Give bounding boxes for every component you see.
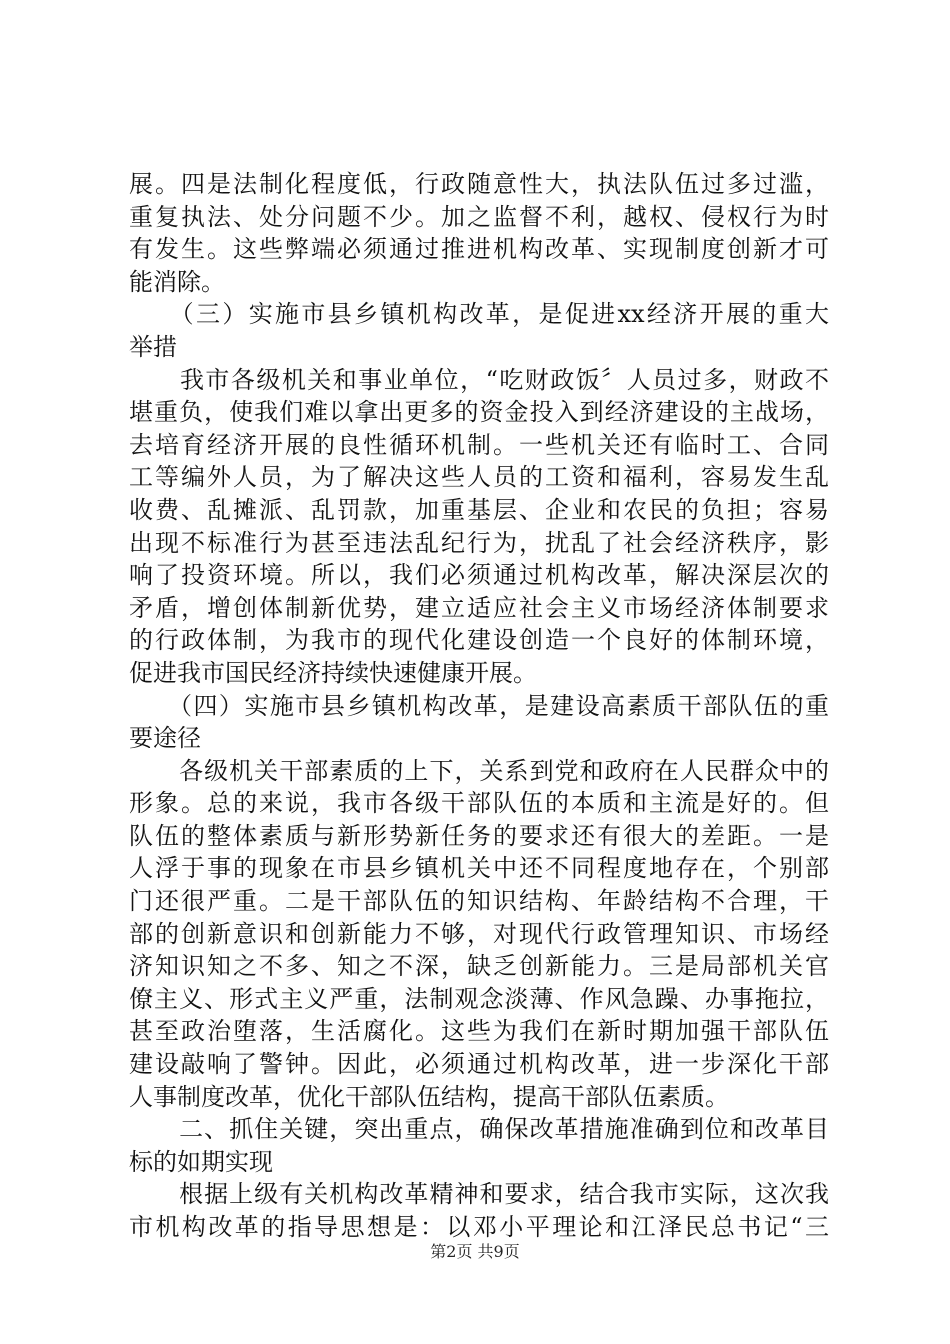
text-line: 僚主义、形式主义严重，法制观念淡薄、作风急躁、办事拖拉， bbox=[129, 984, 829, 1013]
text-line: 形象。总的来说，我市各级干部队伍的本质和主流是好的。但 bbox=[129, 789, 829, 818]
text-line: 人浮于事的现象在市县乡镇机关中还不同程度地存在，个别部 bbox=[129, 854, 829, 883]
text-line: 部的创新意识和创新能力不够，对现代行政管理知识、市场经 bbox=[129, 919, 829, 948]
text-line: （四）实施市县乡镇机构改革，是建设高素质干部队伍的重 bbox=[129, 691, 829, 720]
text-line: 市机构改革的指导思想是：以邓小平理论和江泽民总书记“三 bbox=[129, 1213, 829, 1241]
text-line: 的行政体制，为我市的现代化建设创造一个良好的体制环境， bbox=[129, 626, 829, 655]
text-line: 门还很严重。二是干部队伍的知识结构、年龄结构不合理，干 bbox=[129, 887, 829, 916]
text-line: 人事制度改革，优化干部队伍结构，提高干部队伍素质。 bbox=[129, 1082, 729, 1111]
text-line: 出现不标准行为甚至违法乱纪行为，扰乱了社会经济秩序，影 bbox=[129, 528, 829, 557]
text-line: 标的如期实现 bbox=[129, 1147, 273, 1176]
text-line: 去培育经济开展的良性循环机制。一些机关还有临时工、合同 bbox=[129, 430, 829, 459]
text-line: 能消除。 bbox=[129, 267, 225, 296]
text-line: 要途径 bbox=[129, 724, 201, 753]
text-line: 重复执法、处分问题不少。加之监督不利，越权、侵权行为时 bbox=[129, 202, 829, 231]
text-line: 举措 bbox=[129, 332, 177, 361]
document-body bbox=[129, 168, 829, 1244]
text-line: 我市各级机关和事业单位，“吃财政饭〞人员过多，财政不 bbox=[129, 365, 829, 394]
text-line: 济知识知之不多、知之不深，缺乏创新能力。三是局部机关官 bbox=[129, 952, 829, 981]
text-line: 堪重负，使我们难以拿出更多的资金投入到经济建设的主战场， bbox=[129, 398, 829, 427]
text-line: 二、抓住关键，突出重点，确保改革措施准确到位和改革目 bbox=[129, 1115, 829, 1144]
text-line: 有发生。这些弊端必须通过推进机构改革、实现制度创新才可 bbox=[129, 235, 829, 264]
text-line: 甚至政治堕落，生活腐化。这些为我们在新时期加强干部队伍 bbox=[129, 1017, 829, 1046]
text-line: 根据上级有关机构改革精神和要求，结合我市实际，这次我 bbox=[129, 1180, 829, 1209]
text-line: 响了投资环境。所以，我们必须通过机构改革，解决深层次的 bbox=[129, 561, 829, 590]
text-line: （三）实施市县乡镇机构改革，是促进xx经济开展的重大 bbox=[129, 300, 829, 329]
text-line: 矛盾，增创体制新优势，建立适应社会主义市场经济体制要求 bbox=[129, 593, 829, 622]
text-line: 建设敲响了警钟。因此，必须通过机构改革，进一步深化干部 bbox=[129, 1050, 829, 1079]
text-line: 工等编外人员，为了解决这些人员的工资和福利，容易发生乱 bbox=[129, 463, 829, 492]
text-line: 各级机关干部素质的上下，关系到党和政府在人民群众中的 bbox=[129, 756, 829, 785]
text-line: 队伍的整体素质与新形势新任务的要求还有很大的差距。一是 bbox=[129, 821, 829, 850]
text-line: 促进我市国民经济持续快速健康开展。 bbox=[129, 658, 537, 687]
text-line: 展。四是法制化程度低，行政随意性大，执法队伍过多过滥， bbox=[129, 170, 829, 198]
page-footer: 第2页 共9页 bbox=[430, 1242, 520, 1261]
text-line: 收费、乱摊派、乱罚款，加重基层、企业和农民的负担；容易 bbox=[129, 495, 829, 524]
